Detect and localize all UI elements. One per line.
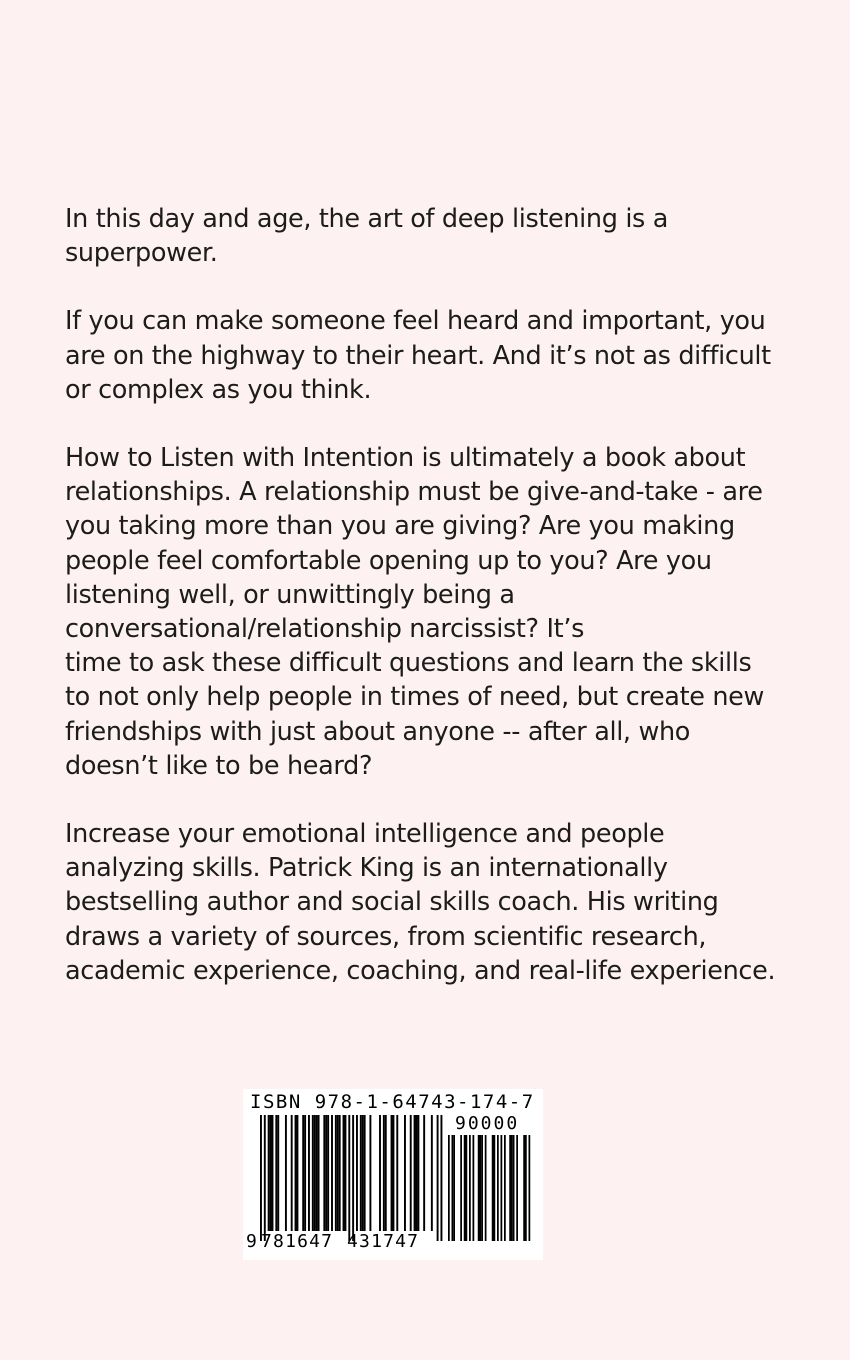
isbn-barcode xyxy=(243,1089,543,1260)
supplement-bar xyxy=(516,1135,518,1241)
barcode-bar xyxy=(410,1115,412,1231)
barcode-bar xyxy=(291,1115,293,1231)
supplement-bar xyxy=(452,1135,454,1241)
barcode-bar xyxy=(323,1115,325,1231)
blurb-paragraph-1: In this day and age, the art of deep listening is a superpower. xyxy=(65,204,669,269)
supplement-bar xyxy=(492,1135,494,1241)
barcode-bar xyxy=(295,1115,297,1231)
blurb-text xyxy=(65,202,825,1022)
barcode-bar xyxy=(392,1115,394,1231)
barcode-bar xyxy=(343,1115,345,1231)
barcode-bar xyxy=(344,1115,346,1231)
barcode-bar xyxy=(285,1115,287,1231)
barcode-bar xyxy=(431,1115,433,1231)
barcode-bar xyxy=(318,1115,320,1231)
supplement-bar xyxy=(464,1135,466,1241)
barcode-bar xyxy=(379,1115,381,1231)
barcode-bar xyxy=(312,1115,314,1231)
barcode-left-digits: 781647 xyxy=(261,1231,334,1252)
supplement-bar xyxy=(504,1135,506,1241)
barcode-bar xyxy=(337,1115,339,1231)
barcode-bar xyxy=(268,1115,270,1231)
supplement-bar xyxy=(469,1135,471,1241)
supplement-bar xyxy=(460,1135,462,1241)
barcode-bar xyxy=(325,1115,327,1231)
barcode-bar xyxy=(391,1115,393,1231)
blurb-paragraph-3: How to Listen with Intention is ultimately a book about relationships. A relationship must be give-and-take - are you taking more than you are giving? Are you making people feel comfortable opening up to you? Are you listening well, or unwittingly being a conversational/relationship narcissist? It’s time to ask these difficult questions and learn the skills to not only help people in times of need, but create new friendships with just about anyone -- after all, who doesn’t like to be heard? xyxy=(65,443,764,781)
isbn-label: ISBN 978-1-64743-174-7 xyxy=(250,1091,535,1113)
barcode-bar xyxy=(264,1115,266,1241)
barcode-bar xyxy=(339,1115,341,1231)
barcode-bar xyxy=(296,1115,298,1231)
barcode-bar xyxy=(440,1115,442,1241)
blurb-paragraph-2: If you can make someone feel heard and important, you are on the highway to their heart. And it’s not as difficult or complex as you think. xyxy=(65,306,771,405)
supplement-bar xyxy=(523,1135,525,1241)
supplement-bar xyxy=(501,1135,503,1241)
price-code: 90000 xyxy=(455,1113,520,1134)
barcode-bar xyxy=(369,1115,371,1231)
supplement-bar xyxy=(511,1135,513,1241)
barcode-bar xyxy=(360,1115,362,1231)
barcode-right-digits: 431747 xyxy=(347,1231,420,1252)
supplement-bar xyxy=(448,1135,450,1241)
barcode-bar xyxy=(364,1115,366,1231)
barcode-bar xyxy=(327,1115,329,1231)
barcode-bar xyxy=(385,1115,387,1231)
barcode-bar xyxy=(437,1115,439,1241)
barcode-first-digit: 9 xyxy=(246,1231,257,1252)
supplement-bar xyxy=(509,1135,511,1241)
supplement-bar xyxy=(494,1135,496,1241)
barcode-bar xyxy=(423,1115,425,1231)
barcode-bar xyxy=(302,1115,304,1231)
supplement-bar xyxy=(497,1135,499,1241)
barcode-bar xyxy=(272,1115,274,1231)
barcode-bar xyxy=(277,1115,279,1231)
barcode-bar xyxy=(362,1115,364,1231)
blurb-paragraph-4: Increase your emotional intelligence and people analyzing skills. Patrick King is an internationally bestselling author and social skills coach. His writing draws a variety of sources, from scientific research, academic experience, coaching, and real-life experience. xyxy=(65,819,776,986)
supplement-bar xyxy=(453,1135,455,1241)
supplement-bar xyxy=(473,1135,475,1241)
barcode-bar xyxy=(314,1115,316,1231)
barcode-bar xyxy=(304,1115,306,1231)
barcode-bar xyxy=(335,1115,337,1231)
supplement-bar xyxy=(513,1135,515,1241)
barcode-bar xyxy=(396,1115,398,1231)
barcode-bar xyxy=(352,1115,354,1241)
barcode-bar xyxy=(416,1115,418,1231)
supplement-bar xyxy=(481,1135,483,1241)
barcode-bar xyxy=(348,1115,350,1241)
barcode-bar xyxy=(316,1115,318,1231)
barcode-bar xyxy=(308,1115,310,1231)
supplement-bar xyxy=(525,1135,527,1241)
supplement-bar xyxy=(478,1135,480,1241)
barcode-bar xyxy=(404,1115,406,1231)
supplement-bar xyxy=(529,1135,531,1241)
barcode-bar xyxy=(270,1115,272,1231)
barcode-bar xyxy=(331,1115,333,1231)
supplement-bar xyxy=(466,1135,468,1241)
supplement-bar xyxy=(485,1135,487,1241)
barcode-bar xyxy=(275,1115,277,1231)
barcode-bar xyxy=(383,1115,385,1231)
barcode-bar xyxy=(414,1115,416,1231)
barcode-bar xyxy=(260,1115,262,1241)
barcode-bar xyxy=(417,1115,419,1231)
barcode-bar xyxy=(356,1115,358,1231)
supplement-bar xyxy=(480,1135,482,1241)
